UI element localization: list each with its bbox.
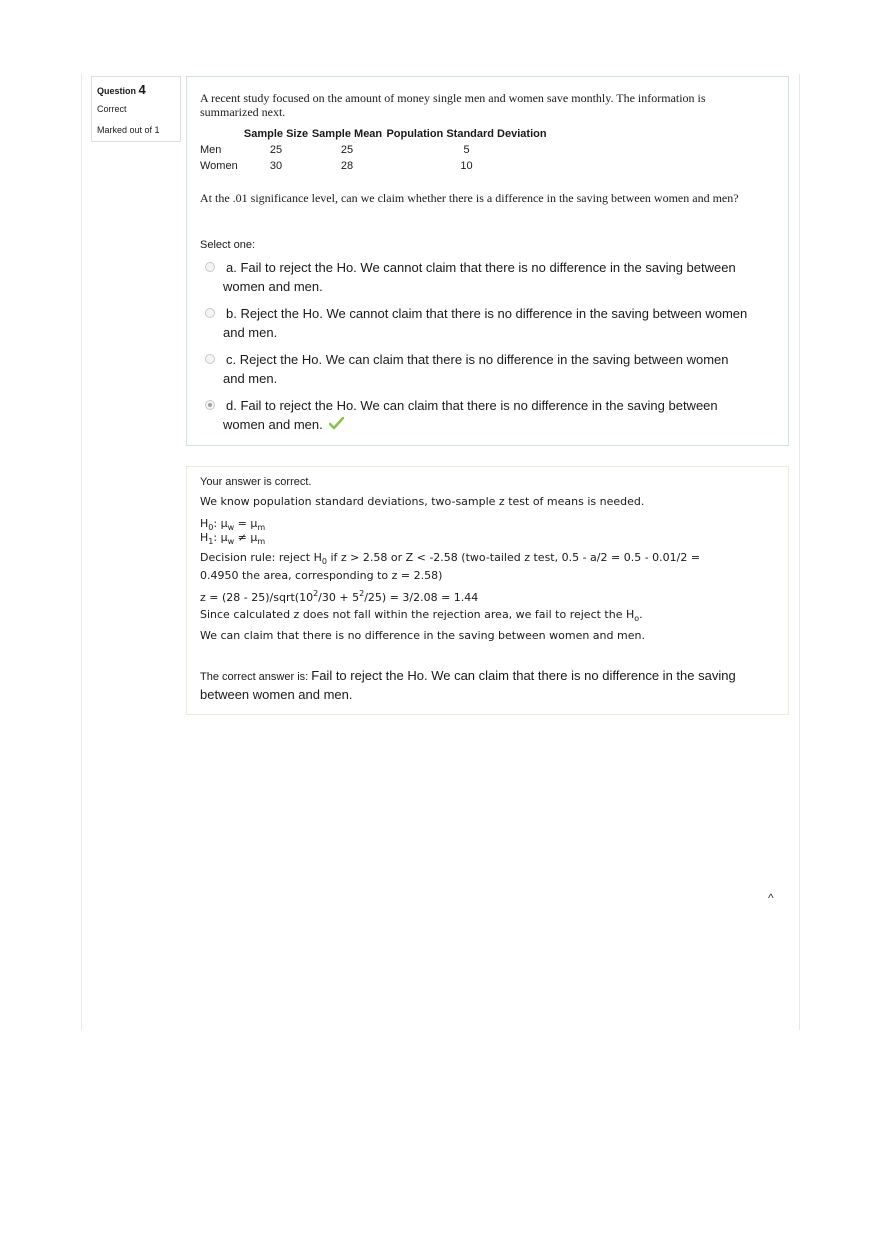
radio-option-d-selected[interactable] <box>205 400 215 410</box>
z-computation: $z = (28 - 25)/sqrt(10^2/30 + 5^2/25) = 3/2.08 = 1.44$ <box>200 589 479 604</box>
feedback-line: We know population standard deviations, two-sample z test of means is needed. <box>200 495 645 508</box>
select-one-label: Select one: <box>200 239 256 251</box>
question-prompt: At the .01 significance level, can we claim whether there is a difference in the saving between women and men? <box>200 191 739 205</box>
radio-option-a[interactable] <box>205 262 215 272</box>
feedback-since: Since calculated z does not fall within the rejection area, we fail to reject the $H_o$. <box>200 608 643 623</box>
table-cell: 10 <box>460 160 473 172</box>
question-info <box>91 76 181 142</box>
table-header: Sample Size <box>243 128 309 140</box>
answer-option-b[interactable]: b. Reject the Ho. We cannot claim that there is no difference in the saving between women and men. <box>205 304 765 342</box>
decision-rule: Decision rule: reject $H_0$ if z > 2.58 or Z < -2.58 (two-tailed z test, 0.5 - a/2 = 0.5 - 0.01/2 = 0.4950 the area, corresponding to z = 2.58) <box>200 551 701 582</box>
table-header <box>200 126 242 142</box>
table-header: Population Standard Deviation <box>386 128 547 140</box>
table-cell: 25 <box>340 144 354 156</box>
check-icon <box>329 416 344 435</box>
answer-option-a[interactable]: a. Fail to reject the Ho. We cannot claim that there is no difference in the saving between women and men. <box>205 258 765 296</box>
back-to-top-button[interactable]: ^ <box>768 891 774 905</box>
radio-option-c[interactable] <box>205 354 215 364</box>
table-cell: 5 <box>463 144 470 156</box>
feedback-status: Your answer is correct. <box>200 476 312 488</box>
answer-option-d[interactable]: d. Fail to reject the Ho. We can claim that there is no difference in the saving between women and men. <box>205 396 765 435</box>
null-hypothesis: $H_0$: $\mu_w = \mu_m$ <box>200 517 266 532</box>
question-number: Question 4 <box>97 82 146 97</box>
alt-hypothesis: $H_1$: $\mu_w \ne \mu_m$ <box>200 531 266 546</box>
data-table <box>200 126 549 174</box>
answer-option-c[interactable]: c. Reject the Ho. We can claim that there is no difference in the saving between women and men. <box>205 350 765 388</box>
radio-option-b[interactable] <box>205 308 215 318</box>
table-header-row <box>200 126 549 142</box>
answer-feedback <box>186 466 789 715</box>
table-row <box>200 158 549 174</box>
page-border-right <box>799 74 800 1030</box>
feedback-conclusion: We can claim that there is no difference in the saving between women and men. <box>200 629 645 642</box>
table-cell: Men <box>200 144 222 156</box>
question-intro: A recent study focused on the amount of money single men and women save monthly. The information is summarized next. <box>200 91 706 119</box>
table-cell: 28 <box>340 160 354 172</box>
table-row <box>200 142 549 158</box>
right-answer: The correct answer is: Fail to reject the Ho. We can claim that there is no difference in the saving between women and men. <box>200 668 736 702</box>
table-cell: 25 <box>269 144 283 156</box>
page-border-left <box>81 74 82 1030</box>
table-cell: 30 <box>269 160 283 172</box>
question-formulation <box>186 76 789 446</box>
table-header: Sample Mean <box>311 128 383 140</box>
question-state: Correct <box>97 104 127 115</box>
question-grade: Marked out of 1 <box>97 124 160 135</box>
table-cell: Women <box>200 160 238 172</box>
